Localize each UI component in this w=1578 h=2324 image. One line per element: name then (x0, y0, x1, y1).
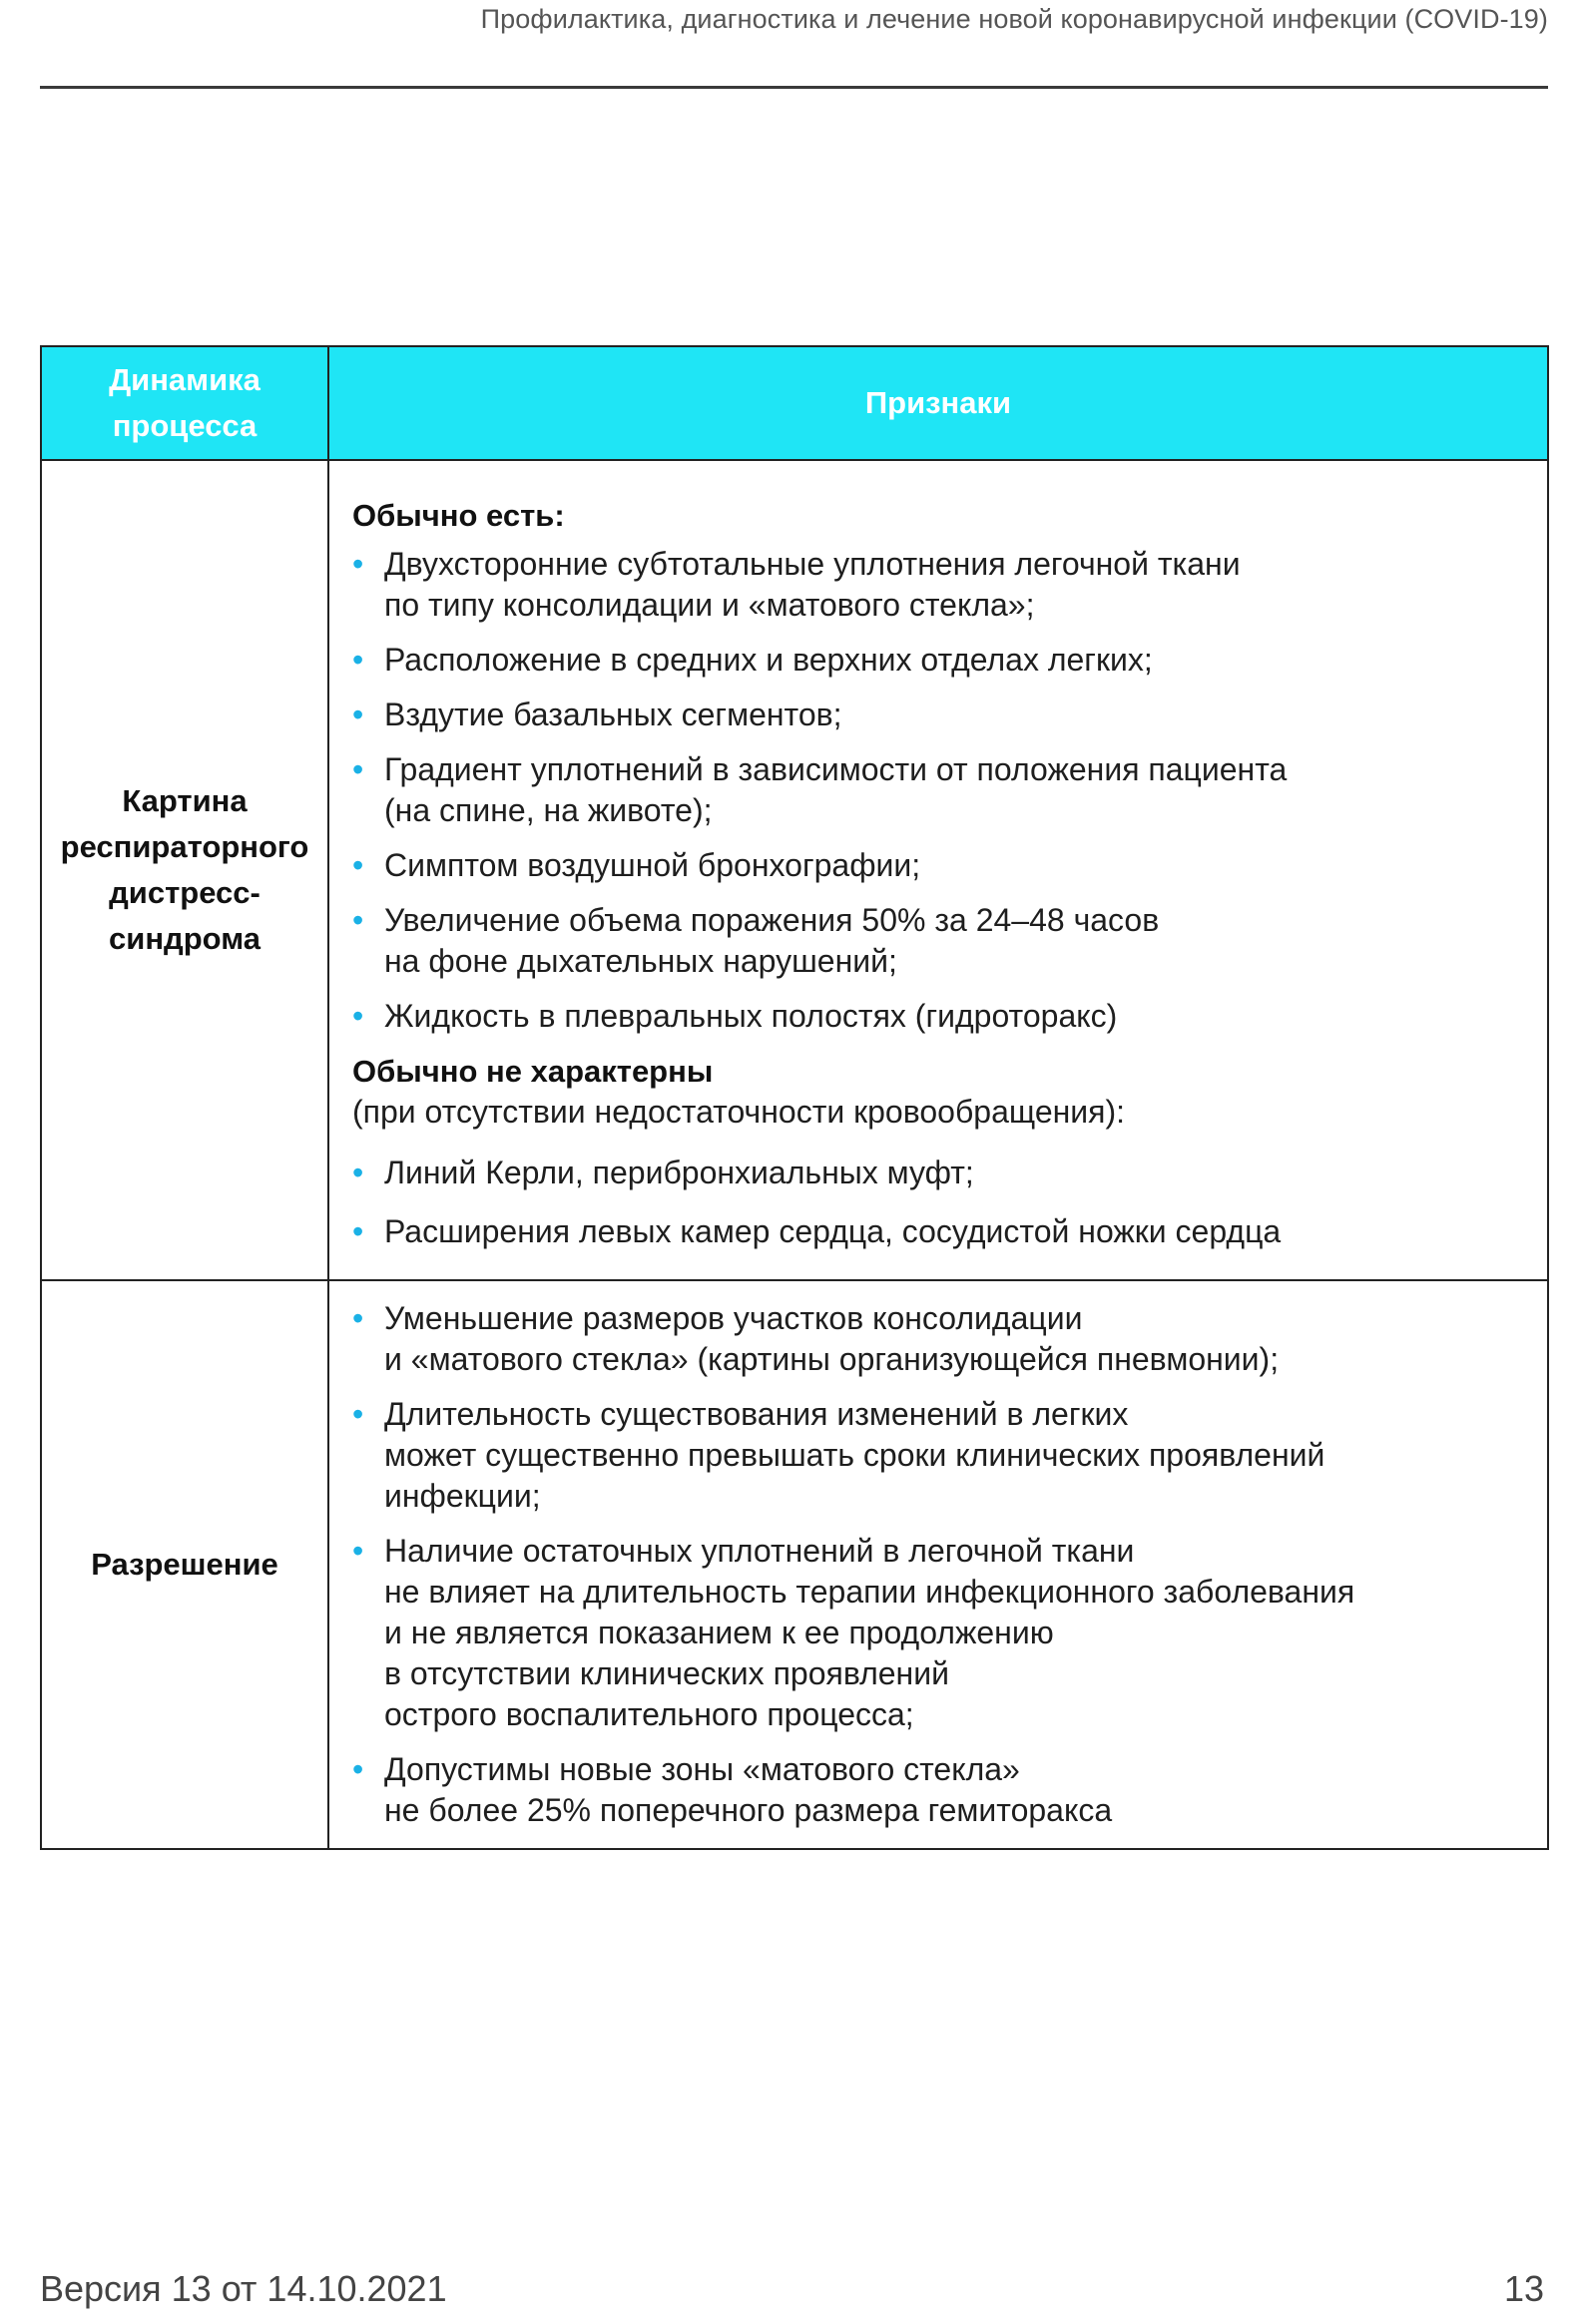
bullet-icon: • (352, 1533, 364, 1569)
bullet-icon: • (352, 901, 364, 938)
stage-label-resolution: Разрешение (91, 1547, 278, 1582)
signs-cell-resolution (328, 1280, 1548, 1849)
table-row-resolution (41, 1280, 1548, 1849)
signs-body-resolution (330, 1282, 1546, 1847)
list-item: • Линий Керли, перибронхиальных муфт; (352, 1153, 1524, 1193)
running-header: Профилактика, диагностика и лечение новой коронавирусной инфекции (COVID-19) (480, 4, 1548, 34)
stage-cell-resolution (41, 1280, 328, 1849)
resolution-signs-list (352, 1298, 1524, 1831)
signs-cell-ards (328, 460, 1548, 1280)
list-item: • Вздутие базальных сегментов; (352, 695, 1524, 735)
signs-table (40, 345, 1549, 1850)
usual-heading: Обычно есть: (352, 497, 565, 533)
list-item: • Двухсторонние субтотальные уплотнения легочной ткани по типу консолидации и «матового стекла»; (352, 545, 1241, 623)
column-header-process-dynamics (41, 346, 328, 460)
list-item: • Расположение в средних и верхних отделах легких; (352, 640, 1524, 681)
list-item: • Симптом воздушной бронхографии; (352, 845, 1524, 886)
list-item: • Расширения левых камер сердца, сосудистой ножки сердца (352, 1211, 1524, 1252)
list-item: • Длительность существования изменений в легких может существенно превышать сроки клинических проявлений инфекции; (352, 1396, 1325, 1514)
bullet-icon: • (352, 750, 364, 787)
bullet-icon: • (352, 1154, 364, 1190)
list-item: • Допустимы новые зоны «матового стекла» не более 25% поперечного размера гемиторакса (352, 1751, 1113, 1828)
list-item: • Увеличение объема поражения 50% за 24–48 часов на фоне дыхательных нарушений; (352, 901, 1160, 979)
list-item: • Наличие остаточных уплотнений в легочной ткани не влияет на длительность терапии инфекционного заболевания и не является показанием к ее продолжению в отсутствии клинических проявлений острого воспалительного процесса; (352, 1533, 1355, 1732)
unusual-signs-list (352, 1153, 1524, 1252)
list-item: • Жидкость в плевральных полостях (гидроторакс) (352, 996, 1524, 1037)
list-item: • Градиент уплотнений в зависимости от положения пациента (на спине, на животе); (352, 750, 1288, 828)
version-footer: Версия 13 от 14.10.2021 (40, 2268, 447, 2309)
column-header-signs-label: Признаки (864, 385, 1012, 420)
bullet-icon: • (352, 696, 364, 732)
stage-label-ards: Картина респираторного дистресс- синдрома (60, 783, 309, 956)
table-header-row (41, 346, 1548, 460)
page-number: 13 (1503, 2268, 1544, 2309)
bullet-icon: • (352, 997, 364, 1034)
signs-table-container (40, 345, 1547, 1850)
column-header-process-dynamics-label: Динамика процесса (109, 362, 261, 443)
bullet-icon: • (352, 1212, 364, 1249)
bullet-icon: • (352, 846, 364, 883)
list-item: • Уменьшение размеров участков консолидации и «матового стекла» (картины организующейся пневмонии); (352, 1300, 1280, 1377)
bullet-icon: • (352, 545, 364, 582)
unusual-heading: Обычно не характерны (352, 1053, 714, 1089)
bullet-icon: • (352, 1751, 364, 1787)
unusual-note: (при отсутствии недостаточности кровообращения): (352, 1093, 1126, 1130)
column-header-signs (328, 346, 1548, 460)
bullet-icon: • (352, 641, 364, 678)
bullet-icon: • (352, 1396, 364, 1432)
header-divider (40, 86, 1548, 89)
bullet-icon: • (352, 1300, 364, 1336)
signs-body-ards (330, 475, 1546, 1266)
stage-cell-ards (41, 460, 328, 1280)
table-row-ards (41, 460, 1548, 1280)
usual-signs-list (352, 544, 1524, 1037)
